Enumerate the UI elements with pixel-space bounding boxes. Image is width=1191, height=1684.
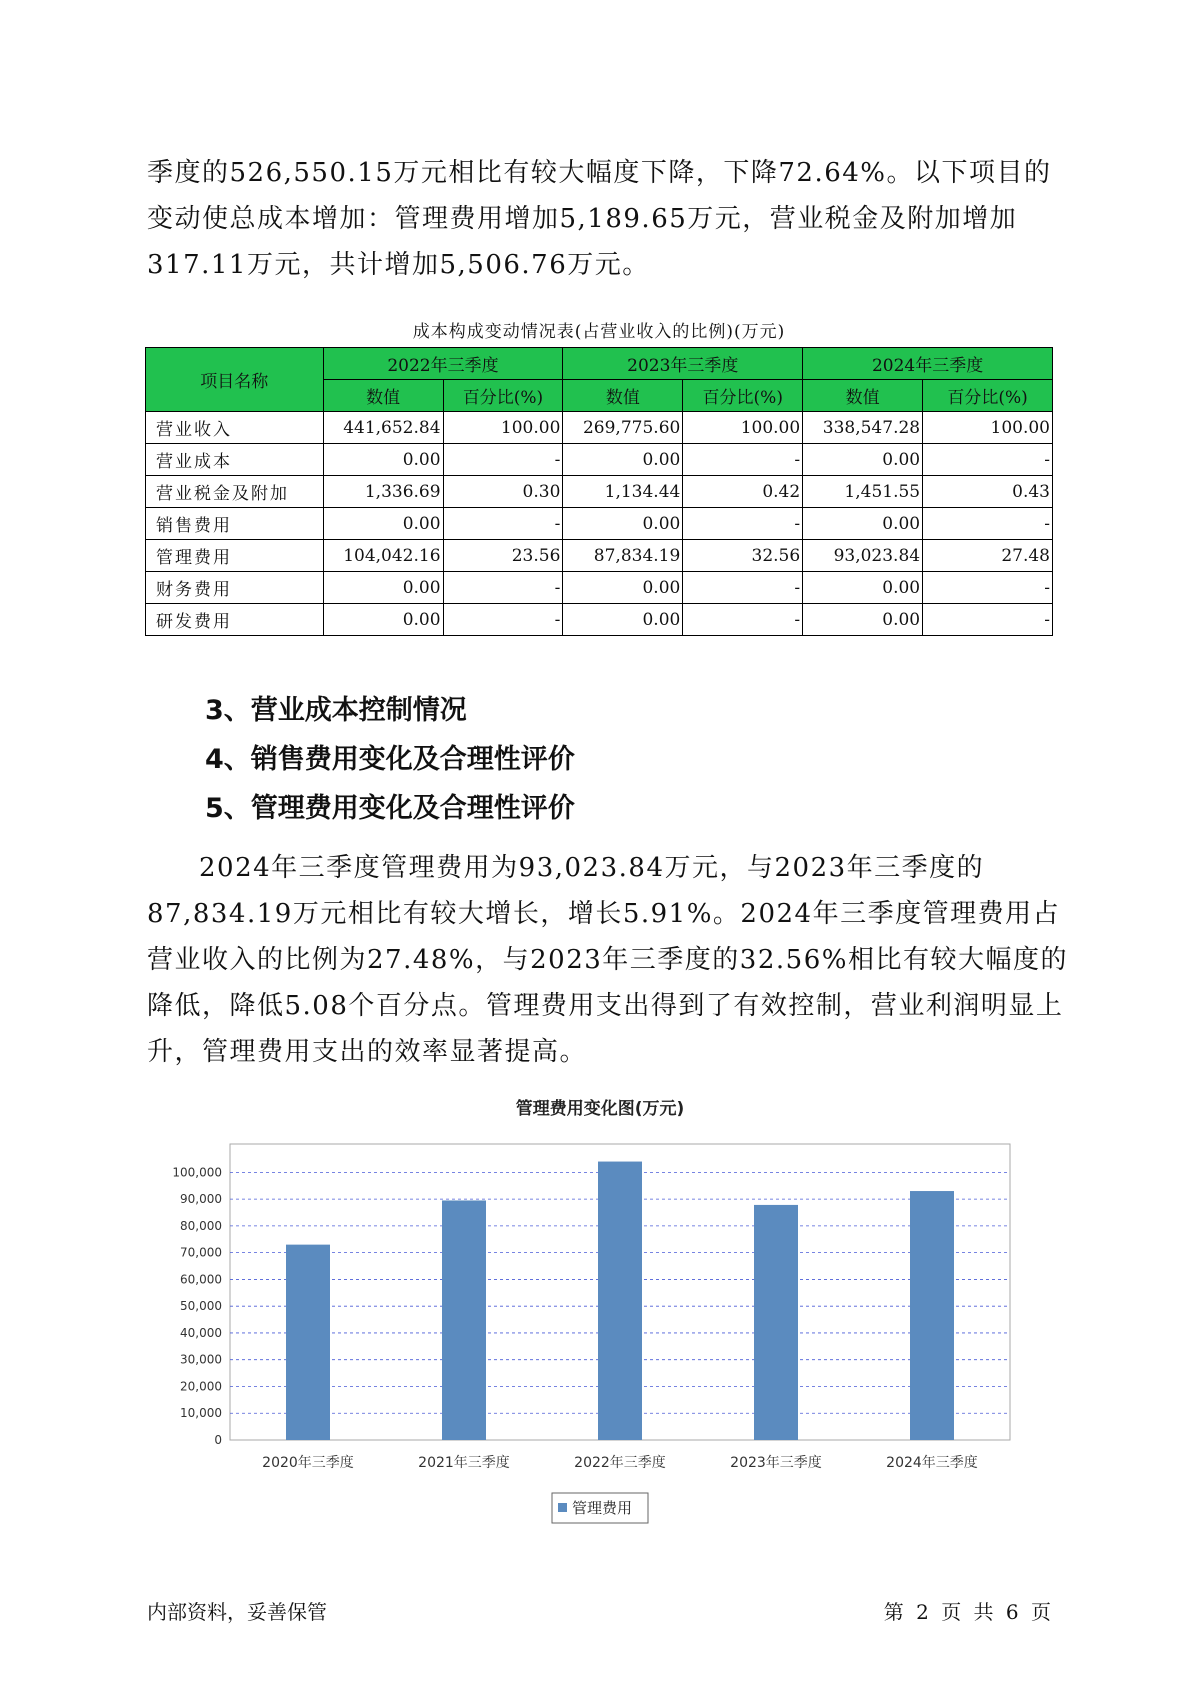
bar [910,1191,954,1440]
cell-value: 1,336.69 [323,476,443,508]
table-row [146,476,1053,508]
cell-value: 0.00 [323,572,443,604]
subheader-percent: 百分比(%) [443,380,563,412]
cell-percent: 27.48 [923,540,1053,572]
table-row [146,444,1053,476]
cell-value: 0.00 [323,508,443,540]
cell-percent: 0.30 [443,476,563,508]
subheader-value: 数值 [563,380,683,412]
y-tick-label: 20,000 [180,1379,222,1394]
bar [442,1200,486,1440]
header-item-name: 项目名称 [146,348,324,412]
management-expense-chart [140,1090,1060,1570]
section-heading-3: 3、营业成本控制情况 [205,695,467,726]
table-header-row [146,348,1053,380]
x-tick-label: 2023年三季度 [730,1455,822,1471]
chart-title: 管理费用变化图(万元) [515,1099,685,1119]
x-tick-label: 2020年三季度 [262,1455,354,1471]
y-tick-label: 80,000 [180,1218,222,1233]
row-name: 管理费用 [146,540,324,572]
header-period: 2023年三季度 [563,348,803,380]
y-tick-label: 40,000 [180,1325,222,1340]
cost-structure-table [145,347,1053,636]
subheader-value: 数值 [323,380,443,412]
subheader-percent: 百分比(%) [683,380,803,412]
y-tick-label: 100,000 [172,1165,222,1180]
cell-value: 0.00 [803,572,923,604]
cell-percent: - [923,604,1053,636]
bar [286,1245,330,1440]
cell-value: 104,042.16 [323,540,443,572]
cell-value: 1,134.44 [563,476,683,508]
y-tick-label: 50,000 [180,1299,222,1314]
cell-percent: 100.00 [923,412,1053,444]
cell-percent: - [683,572,803,604]
row-name: 营业成本 [146,444,324,476]
footer-confidential: 内部资料，妥善保管 [147,1600,327,1624]
table-row [146,412,1053,444]
cell-percent: - [443,444,563,476]
cell-percent: - [443,604,563,636]
bar [754,1205,798,1440]
x-tick-label: 2024年三季度 [886,1455,978,1471]
cell-percent: - [923,572,1053,604]
header-period: 2024年三季度 [803,348,1053,380]
legend-swatch [558,1503,567,1512]
cell-percent: 0.43 [923,476,1053,508]
cell-percent: - [923,508,1053,540]
cell-percent: - [443,508,563,540]
y-tick-label: 70,000 [180,1245,222,1260]
y-axis-ticks [172,1165,222,1447]
bar [598,1162,642,1440]
chart-svg [140,1090,1060,1570]
legend-label: 管理费用 [572,1499,633,1517]
legend [552,1493,648,1523]
y-tick-label: 60,000 [180,1272,222,1287]
section-heading-5: 5、管理费用变化及合理性评价 [205,793,575,824]
y-tick-label: 0 [214,1433,222,1447]
x-tick-label: 2022年三季度 [574,1455,666,1471]
table-row [146,604,1053,636]
y-tick-label: 30,000 [180,1352,222,1367]
analysis-paragraph: 2024年三季度管理费用为93,023.84万元，与2023年三季度的87,834.19万元相比有较大增长，增长5.91%。2024年三季度管理费用占营业收入的比例为27.48%，与2023年三季度的32.56%相比有较大幅度的降低，降低5.08个百分点。管理费用支出得到了有效控制，营业利润明显上升，管理费用支出的效率显著提高。 [147,853,1068,1067]
cell-value: 338,547.28 [803,412,923,444]
x-axis-ticks [262,1454,978,1471]
cell-value: 269,775.60 [563,412,683,444]
row-name: 营业税金及附加 [146,476,324,508]
cell-percent: 32.56 [683,540,803,572]
section-heading-4: 4、销售费用变化及合理性评价 [205,744,575,775]
cell-value: 93,023.84 [803,540,923,572]
cell-percent: - [683,604,803,636]
cell-value: 441,652.84 [323,412,443,444]
table-caption: 成本构成变动情况表(占营业收入的比例)(万元) [412,322,786,342]
row-name: 研发费用 [146,604,324,636]
header-period: 2022年三季度 [323,348,563,380]
cell-value: 0.00 [803,604,923,636]
cell-percent: - [683,508,803,540]
cell-percent: - [923,444,1053,476]
cell-percent: - [683,444,803,476]
row-name: 销售费用 [146,508,324,540]
cell-percent: 23.56 [443,540,563,572]
row-name: 营业收入 [146,412,324,444]
cell-value: 0.00 [323,604,443,636]
cell-percent: - [443,572,563,604]
cell-percent: 0.42 [683,476,803,508]
cell-value: 1,451.55 [803,476,923,508]
cell-percent: 100.00 [443,412,563,444]
y-tick-label: 10,000 [180,1406,222,1421]
cell-value: 0.00 [563,508,683,540]
subheader-value: 数值 [803,380,923,412]
subheader-percent: 百分比(%) [923,380,1053,412]
y-tick-label: 90,000 [180,1192,222,1207]
table-row [146,572,1053,604]
table-row [146,508,1053,540]
table-row [146,540,1053,572]
cell-value: 0.00 [323,444,443,476]
cell-value: 87,834.19 [563,540,683,572]
cell-percent: 100.00 [683,412,803,444]
intro-paragraph: 季度的526,550.15万元相比有较大幅度下降，下降72.64%。以下项目的变动使总成本增加：管理费用增加5,189.65万元，营业税金及附加增加317.11万元，共计增加5,506.76万元。 [147,158,1052,280]
footer-page-number: 第 2 页 共 6 页 [883,1600,1051,1624]
row-name: 财务费用 [146,572,324,604]
cell-value: 0.00 [563,572,683,604]
x-tick-label: 2021年三季度 [418,1455,510,1471]
cell-value: 0.00 [803,444,923,476]
cell-value: 0.00 [563,604,683,636]
cell-value: 0.00 [803,508,923,540]
cell-value: 0.00 [563,444,683,476]
